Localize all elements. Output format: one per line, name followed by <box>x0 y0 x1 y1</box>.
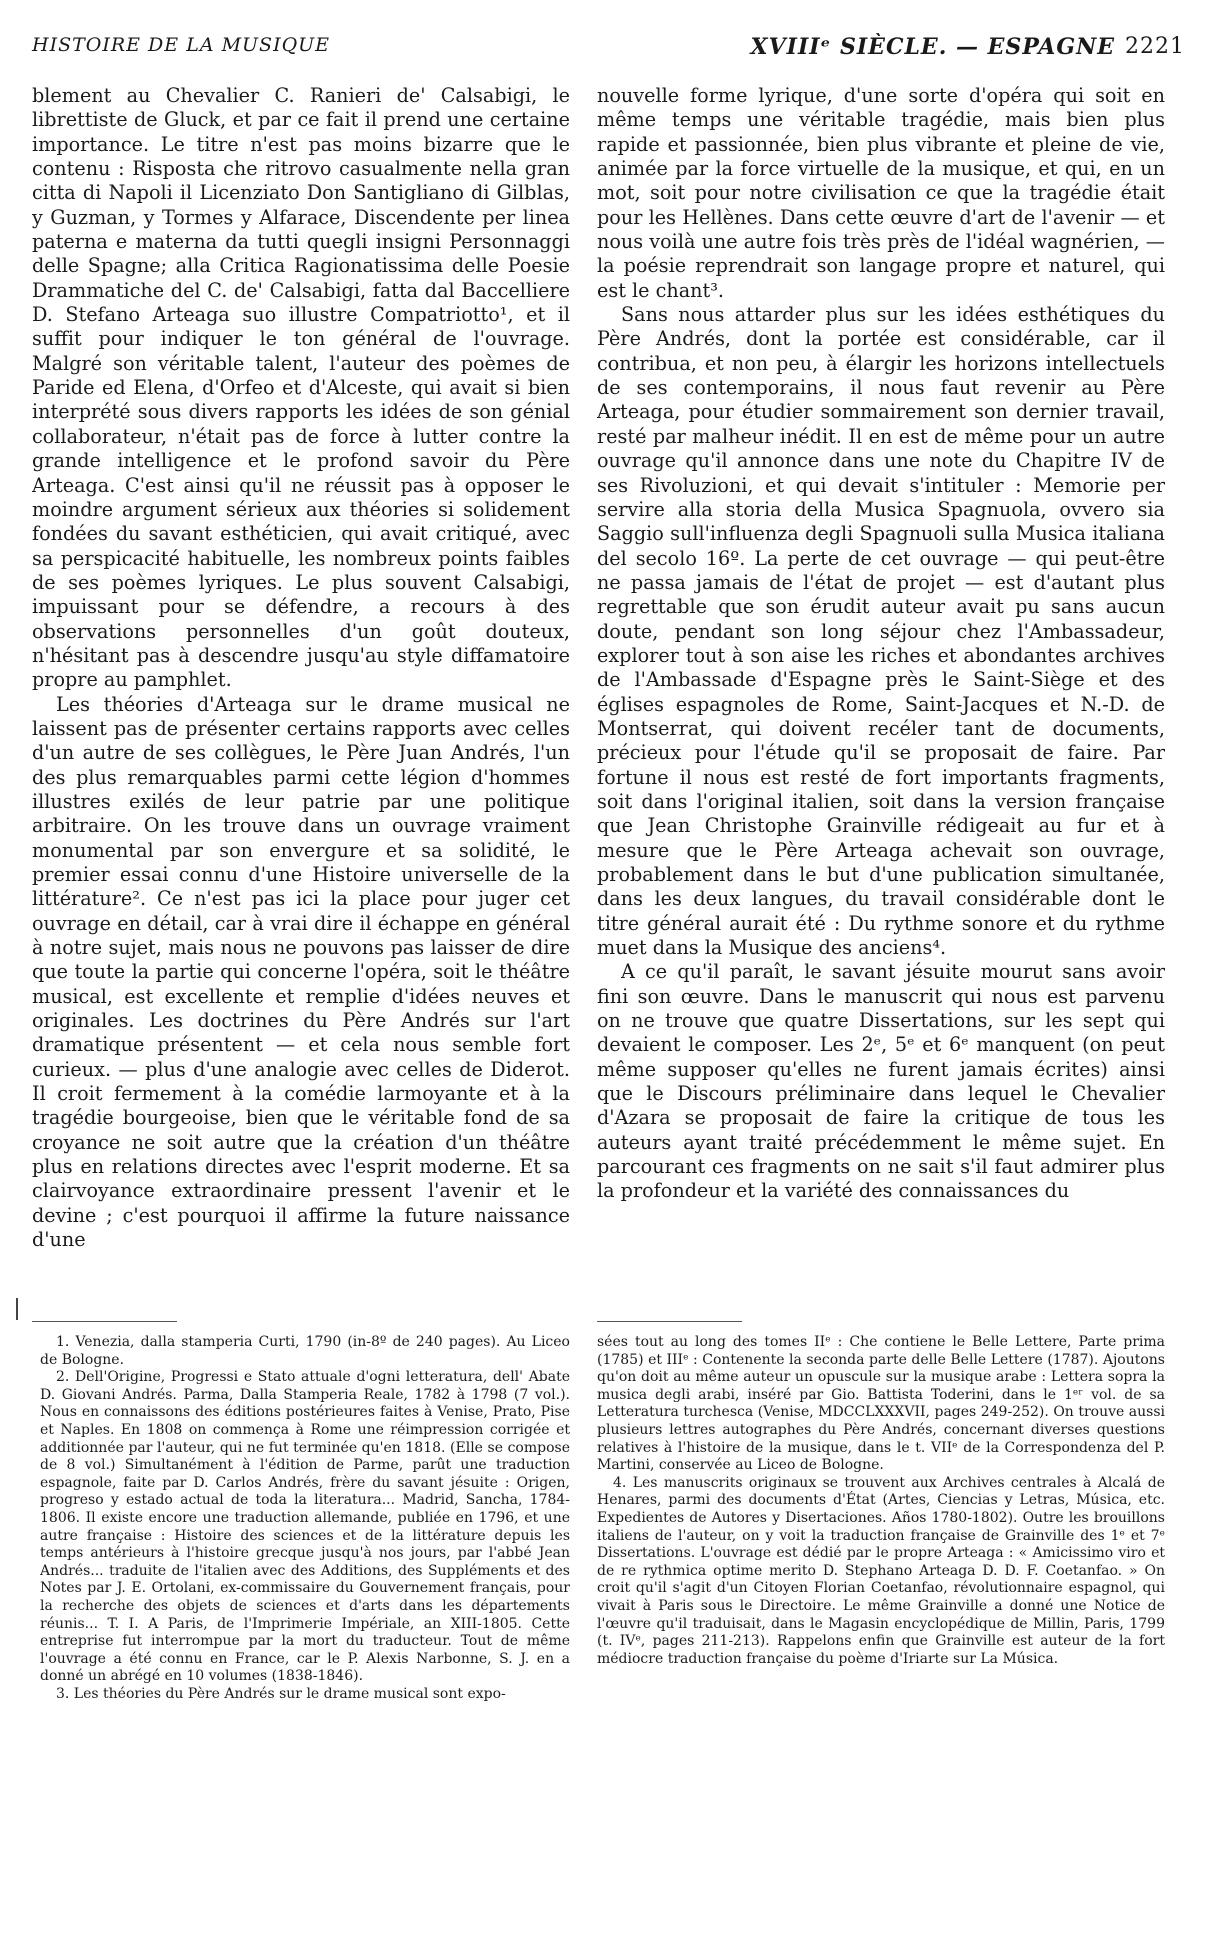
paragraph: Sans nous attarder plus sur les idées esthétiques du Père Andrés, dont la portée est considérable, car il contribua, et non peu, à élargir les horizons intellectuels de ses contemporains, il nous faut revenir au Père Arteaga, pour étudier sommairement son dernier travail, resté par malheur inédit. Il en est de même pour un autre ouvrage qu'il annonce dans une note du Chapitre IV de ses Rivoluzioni, et qui devait s'intituler : Memorie per servire alla storia della Musica Spagnuola, ovvero sia Saggio sull'influenza degli Spagnuoli sulla Musica italiana del secolo 16º. La perte de cet ouvrage — qui peut-être ne passa jamais de l'état de projet — est d'autant plus regrettable que son érudit auteur avait pu sans aucun doute, pendant son long séjour chez l'Ambassadeur, explorer tout à son aise les riches et abondantes archives de l'Ambassade d'Espagne près le Saint-Siège et des églises espagnoles de Rome, Saint-Jacques et N.-D. de Montserrat, qui doivent recéler tant de documents, précieux pour l'étude qu'il se proposait de faire. Par fortune il nous est resté de fort importants fragments, soit dans l'original italien, soit dans la version française que Jean Christophe Grainville rédigeait au fur et à mesure que le Père Arteaga achevait son ouvrage, probablement dans le but d'une publication simultanée, dans les deux langues, du travail considérable dont le titre général aurait été : Du rythme sonore et du rythme muet dans la Musique des anciens⁴. <box>597 303 1165 960</box>
footnote-rule-right <box>597 1321 742 1322</box>
paragraph: nouvelle forme lyrique, d'une sorte d'opéra qui soit en même temps une véritable tragédie, mais bien plus rapide et passionnée, bien plus vibrante et pleine de vie, animée par la force virtuelle de la musique, et qui, en un mot, soit pour notre civilisation ce que la tragédie était pour les Hellènes. Dans cette œuvre d'art de l'avenir — et nous voilà une autre fois très près de l'idéal wagnérien, — la poésie reprendrait son langage propre et naturel, qui est le chant³. <box>597 84 1165 302</box>
footnotes-left <box>40 1334 570 1882</box>
header-section-title: XVIIIᵉ SIÈCLE. — ESPAGNE <box>750 34 1115 60</box>
footnote-rule-left <box>32 1321 177 1322</box>
running-header <box>32 34 1185 74</box>
paragraph: A ce qu'il paraît, le savant jésuite mourut sans avoir fini son œuvre. Dans le manuscrit qui nous est parvenu on ne trouve que quatre Dissertations, sur les sept qui devaient le composer. Les 2ᵉ, 5ᵉ et 6ᵉ manquent (on peut même supposer qu'elles ne furent jamais écrites) ainsi que le Discours préliminaire dans lequel le Chevalier d'Azara se proposait de faire la critique de tous les auteurs ayant traité précédemment le même sujet. En parcourant ces fragments on ne sait s'il faut admirer plus la profondeur et la variété des connaissances du <box>597 960 1165 1203</box>
margin-mark <box>16 1298 18 1320</box>
footnote: 2. Dell'Origine, Progressi e Stato attuale d'ogni letteratura, dell' Abate D. Giovani Andrés. Parma, Dalla Stamperia Reale, 1782 à 1798 (7 vol.). Nous en connaissons des éditions postérieures faites à Venise, Prato, Pise et Naples. En 1808 on commença à Rome une réimpression corrigée et additionnée par l'auteur, qui ne fut terminée qu'en 1818. (Elle se compose de 8 vol.) Simultanément à l'édition de Parme, parût une traduction espagnole, faite par D. Carlos Andrés, frère du savant jésuite : Origen, progreso y estado actual de toda la literatura... Madrid, Sancha, 1784-1806. Il existe encore une traduction allemande, publiée en 1796, et une autre française : Histoire des sciences et de la littérature depuis les temps antérieurs à l'histoire grecque jusqu'à nos jours, par l'abbé Jean Andrés... traduite de l'italien avec des Additions, des Suppléments et des Notes par J. E. Ortolani, ex-commissaire du Gouvernement français, pour la recherche des objets de sciences et d'arts dans les départements réunis... T. I. A Paris, de l'Imprimerie Impériale, an XIII-1805. Cette entreprise fut interrompue par la mort du traducteur. Tout de même l'ouvrage a été connu en France, car le P. Alexis Narbonne, S. J. en a donné un abrégé en 10 volumes (1838-1846). <box>40 1369 570 1685</box>
page-number: 2221 <box>1125 34 1185 59</box>
footnote: 4. Les manuscrits originaux se trouvent aux Archives centrales à Alcalá de Henares, parmi des documents d'État (Artes, Ciencias y Letras, Música, etc. Expedientes de Autores y Disertaciones. Años 1780-1802). Outre les brouillons italiens de l'auteur, on y voit la traduction française de Grainville des 1ᵉ et 7ᵉ Dissertations. L'ouvrage est dédié par le propre Arteaga : « Amicissimo viro et de re rythmica optime merito D. Stephano Arteaga D. D. F. Coetanfao. » On croit qu'il s'agit d'un Citoyen Florian Coetanfao, révolutionnaire espagnol, qui vivait à Paris sous le Directoire. Le même Grainville a donné une Notice de l'œuvre qu'il traduisait, dans le Magasin encyclopédique de Millin, Paris, 1799 (t. IVᵉ, pages 211-213). Rappelons enfin que Grainville est auteur de la fort médiocre traduction française du poème d'Iriarte sur La Música. <box>597 1474 1165 1667</box>
footnote: 3. Les théories du Père Andrés sur le drame musical sont expo- <box>56 1685 506 1702</box>
footnote: sées tout au long des tomes IIᵉ : Che contiene le Belle Lettere, Parte prima (1785) et IIIᵉ : Contenente la seconda parte delle Belle Lettere (1787). Ajoutons qu'on doit au même auteur un opuscule sur la musique arabe : Lettera sopra la musica degli arabi, inséré par Gio. Battista Toderini, dans le 1ᵉʳ vol. de sa Letteratura turchesca (Venise, MDCCLXXXVII, pages 249-252). On trouve aussi plusieurs lettres autographes du Père Andrés, concernant diverses questions relatives à l'histoire de la musique, dans le t. VIIᵉ de la Correspondenza del P. Martini, conservée au Liceo de Bologne. <box>597 1334 1165 1474</box>
left-text-column <box>32 84 570 1311</box>
header-book-title: HISTOIRE DE LA MUSIQUE <box>32 34 331 56</box>
footnotes-right <box>597 1334 1165 1794</box>
footnote: 1. Venezia, dalla stamperia Curti, 1790 (in-8º de 240 pages). Au Liceo de Bologne. <box>40 1334 570 1368</box>
paragraph: Les théories d'Arteaga sur le drame musical ne laissent pas de présenter certains rapports avec celles d'un autre de ses collègues, le Père Juan Andrés, l'un des plus remarquables parmi cette légion d'hommes illustres exilés de leur patrie par une politique arbitraire. On les trouve dans un ouvrage vraiment monumental par son envergure et sa solidité, le premier essai connu d'une Histoire universelle de la littérature². Ce n'est pas ici la place pour juger cet ouvrage en détail, car à vrai dire il échappe en général à notre sujet, mais nous ne pouvons pas laisser de dire que toute la partie qui concerne l'opéra, soit le théâtre musical, est excellente et remplie d'idées neuves et originales. Les doctrines du Père Andrés sur l'art dramatique présentent — et cela nous semble fort curieux. — plus d'une analogie avec celles de Diderot. Il croit fermement à la comédie larmoyante et à la tragédie bourgeoise, bien que le véritable fond de sa croyance ne soit autre que la création d'un théâtre plus en relations directes avec l'esprit moderne. Et sa clairvoyance extraordinaire pressent l'avenir et le devine ; c'est pourquoi il affirme la future naissance d'une <box>32 692 570 1252</box>
right-text-column <box>597 84 1165 1311</box>
paragraph: blement au Chevalier C. Ranieri de' Calsabigi, le librettiste de Gluck, et par ce fait il prend une certaine importance. Le titre n'est pas moins bizarre que le contenu : Risposta che ritrovo casualmente nella gran citta di Napoli il Licenziato Don Santigliano di Gilblas, y Guzman, y Tormes y Alfarace, Discendente per linea paterna e materna da tutti quegli insigni Personnaggi delle Spagne; alla Critica Ragionatissima delle Poesie Drammatiche del C. de' Calsabigi, fatta dal Baccelliere D. Stefano Arteaga suo illustre Compatriotto¹, et il suffit pour indiquer le ton général de l'ouvrage. Malgré son véritable talent, l'auteur des poèmes de Paride ed Elena, d'Orfeo et d'Alceste, qui avait si bien interprété sous divers rapports les idées de son génial collaborateur, n'était pas de force à lutter contre la grande intelligence et le profond savoir du Père Arteaga. C'est ainsi qu'il ne réussit pas à opposer le moindre argument sérieux aux théories si solidement fondées du savant esthéticien, qui avait critiqué, avec sa perspicacité habituelle, les nombreux points faibles de ses poèmes lyriques. Le plus souvent Calsabigi, impuissant pour se défendre, a recours à des observations personnelles d'un goût douteux, n'hésitant pas à descendre jusqu'au style diffamatoire propre au pamphlet. <box>32 84 570 692</box>
